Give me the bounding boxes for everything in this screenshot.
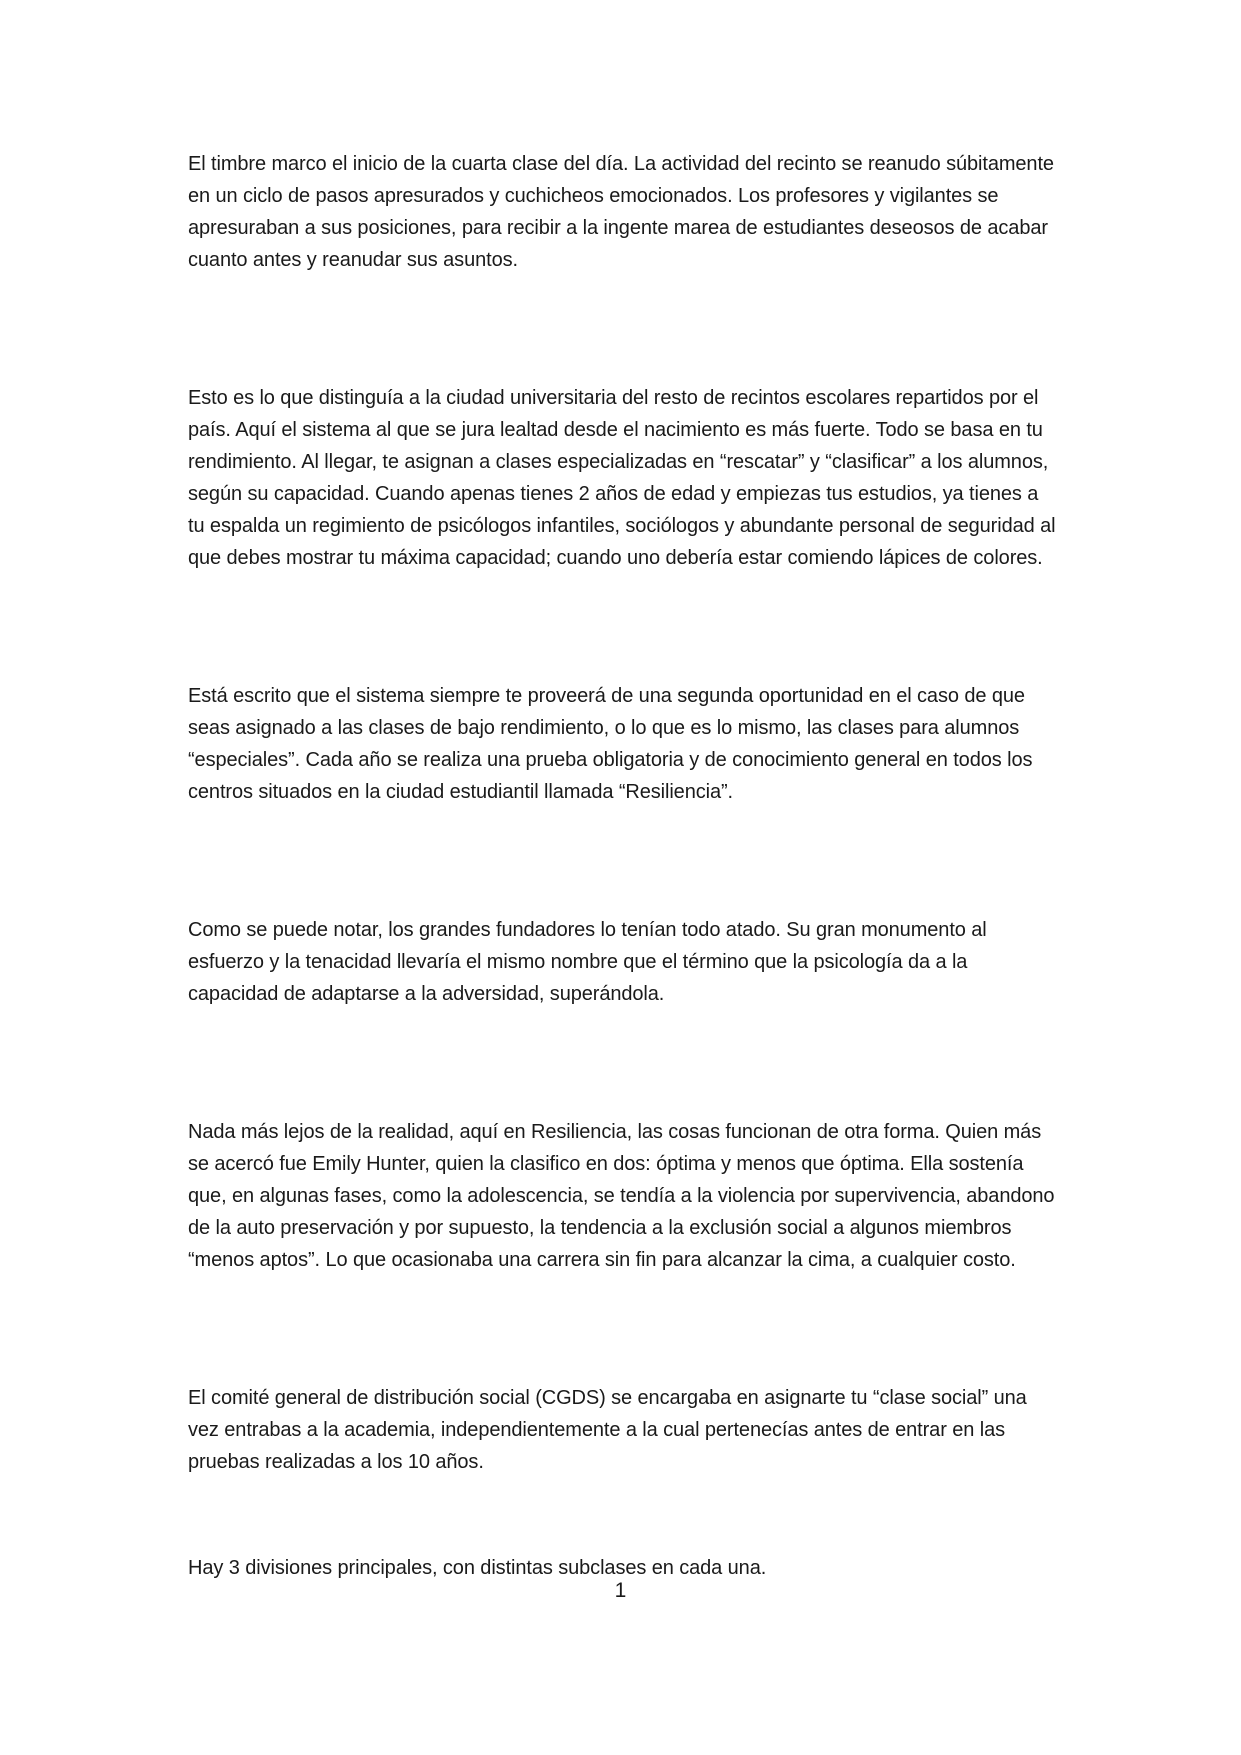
paragraph-4: Como se puede notar, los grandes fundadores lo tenían todo atado. Su gran monumento al esfuerzo y la tenacidad llevaría el mismo nombre que el término que la psicología da a la capacidad de adaptarse a la adversidad, superándola. [188, 919, 987, 1005]
paragraph-5: Nada más lejos de la realidad, aquí en Resiliencia, las cosas funcionan de otra forma. Quien más se acercó fue Emily Hunter, quien la clasifico en dos: óptima y menos que óptima. Ella sostenía que, en algunas fases, como la adolescencia, se tendía a la violencia por supervivencia, abandono de la auto preservación y por supuesto, la tendencia a la exclusión social a algunos miembros “menos aptos”. Lo que ocasionaba una carrera sin fin para alcanzar la cima, a cualquier costo. [188, 1121, 1055, 1271]
body-text [188, 148, 1058, 1584]
paragraph-7: Hay 3 divisiones principales, con distintas subclases en cada una. [188, 1557, 767, 1579]
paragraph-2: Esto es lo que distinguía a la ciudad universitaria del resto de recintos escolares repartidos por el país. Aquí el sistema al que se jura lealtad desde el nacimiento es más fuerte. Todo se basa en tu rendimiento. Al llegar, te asignan a clases especializadas en “rescatar” y “clasificar” a los alumnos, según su capacidad. Cuando apenas tienes 2 años de edad y empiezas tus estudios, ya tienes a tu espalda un regimiento de psicólogos infantiles, sociólogos y abundante personal de seguridad al que debes mostrar tu máxima capacidad; cuando uno debería estar comiendo lápices de colores. [188, 387, 1056, 569]
paragraph-3: Está escrito que el sistema siempre te proveerá de una segunda oportunidad en el caso de que seas asignado a las clases de bajo rendimiento, o lo que es lo mismo, las clases para alumnos “especiales”. Cada año se realiza una prueba obligatoria y de conocimiento general en todos los centros situados en la ciudad estudiantil llamada “Resiliencia”. [188, 685, 1033, 803]
paragraph-6: El comité general de distribución social (CGDS) se encargaba en asignarte tu “clase social” una vez entrabas a la academia, independientemente a la cual pertenecías antes de entrar en las pruebas realizadas a los 10 años. [188, 1387, 1027, 1473]
page-number: 1 [614, 1579, 627, 1602]
paragraph-1: El timbre marco el inicio de la cuarta clase del día. La actividad del recinto se reanudo súbitamente en un ciclo de pasos apresurados y cuchicheos emocionados. Los profesores y vigilantes se apresuraban a sus posiciones, para recibir a la ingente marea de estudiantes deseosos de acabar cuanto antes y reanudar sus asuntos. [188, 153, 1054, 271]
